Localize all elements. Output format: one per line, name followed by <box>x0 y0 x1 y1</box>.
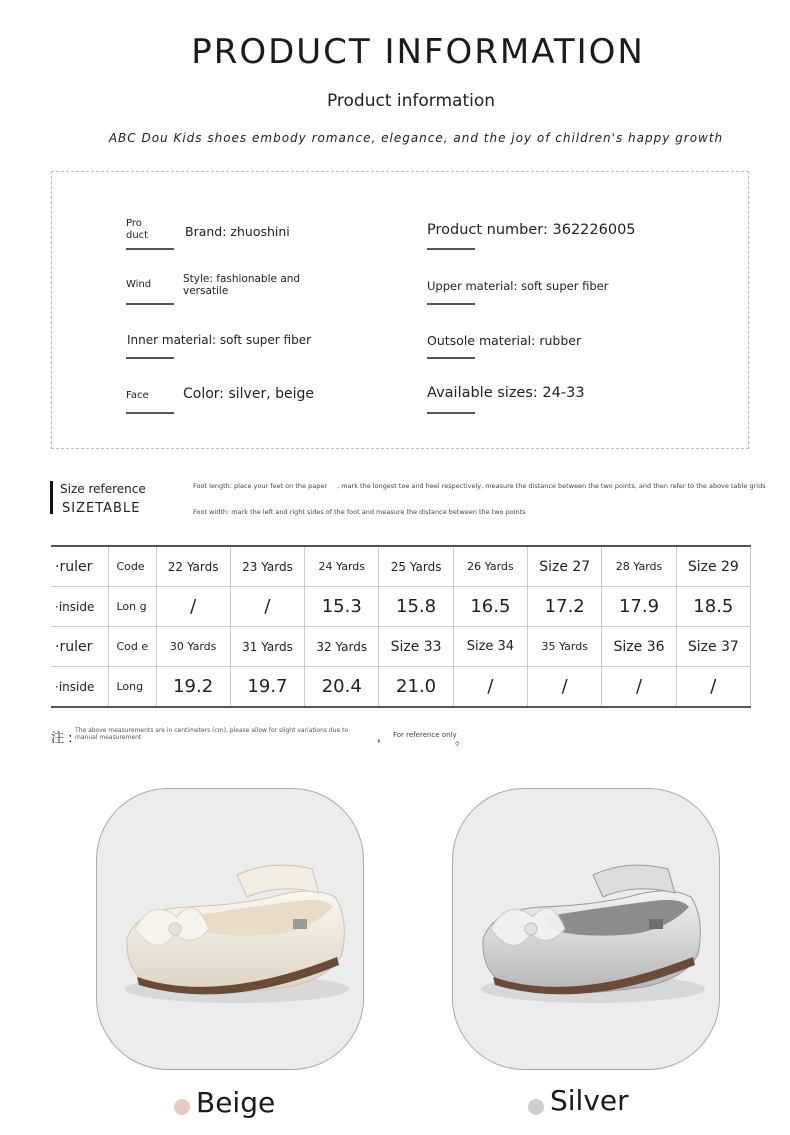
style-label: Style: fashionable and versatile <box>183 273 301 297</box>
code-header: Cod e <box>108 627 156 667</box>
size-cell: 26 Yards <box>453 546 527 587</box>
silver-shoe-image <box>452 788 720 1070</box>
foot-width-note: Foot width: mark the left and right sides of the foot and measure the distance between the two points <box>193 508 526 516</box>
length-cell: 17.9 <box>602 587 676 627</box>
divider <box>126 357 174 359</box>
brand-label: Brand: zhuoshini <box>185 224 290 239</box>
length-cell: 16.5 <box>453 587 527 627</box>
page-subtitle: Product information <box>326 91 496 111</box>
length-cell: 15.3 <box>305 587 379 627</box>
beige-shoe-illustration <box>97 789 364 1070</box>
size-cell: 22 Yards <box>156 546 230 587</box>
buckle-icon <box>649 919 663 929</box>
divider <box>427 412 475 414</box>
length-cell: 20.4 <box>305 667 379 708</box>
length-cell: 17.2 <box>528 587 602 627</box>
length-cell: / <box>156 587 230 627</box>
divider <box>126 248 174 250</box>
beige-swatch <box>174 1099 190 1115</box>
long-header: Long <box>108 667 156 708</box>
color-label: Color: silver, beige <box>183 386 314 402</box>
footnote-text: The above measurements are in centimeters (cm), please allow for slight variations due to manual measurement <box>75 727 349 741</box>
length-cell: 19.2 <box>156 667 230 708</box>
size-cell: 30 Yards <box>156 627 230 667</box>
row-label-inside: ·inside <box>51 667 108 708</box>
footnote-reference: For reference only <box>393 731 457 739</box>
length-cell: 15.8 <box>379 587 453 627</box>
code-header: Code <box>108 546 156 587</box>
color-prefix: Face <box>126 390 149 401</box>
length-cell: / <box>528 667 602 708</box>
size-cell: Size 33 <box>379 627 453 667</box>
foot-length-note <box>193 482 766 490</box>
size-cell: Size 36 <box>602 627 676 667</box>
length-cell: 18.5 <box>676 587 750 627</box>
upper-material: Upper material: soft super fiber <box>427 279 609 293</box>
size-cell: Size 37 <box>676 627 750 667</box>
length-cell: / <box>676 667 750 708</box>
page-title: PRODUCT INFORMATION <box>191 32 645 72</box>
length-cell: 21.0 <box>379 667 453 708</box>
row-label-ruler: ·ruler <box>51 546 108 587</box>
size-cell: 24 Yards <box>305 546 379 587</box>
available-sizes: Available sizes: 24-33 <box>427 385 585 401</box>
length-cell: 19.7 <box>230 667 304 708</box>
table-row <box>51 667 751 708</box>
length-cell: / <box>230 587 304 627</box>
row-label-ruler: ·ruler <box>51 627 108 667</box>
buckle-icon <box>293 919 307 929</box>
outsole-material: Outsole material: rubber <box>427 333 582 348</box>
foot-length-note-b: , mark the longest toe and heel respectively, measure the distance between the two points, and then refer to the above table grids <box>337 482 766 490</box>
silver-swatch <box>528 1099 544 1115</box>
size-cell: 32 Yards <box>305 627 379 667</box>
beige-shoe-image <box>96 788 364 1070</box>
silver-shoe-illustration <box>453 789 720 1070</box>
long-header: Lon g <box>108 587 156 627</box>
foot-length-note-a: Foot length: place your feet on the paper <box>193 482 327 490</box>
divider <box>427 303 475 305</box>
size-cell: 25 Yards <box>379 546 453 587</box>
size-cell: Size 29 <box>676 546 750 587</box>
footnote-mark: 注 : <box>51 731 73 746</box>
size-cell: 28 Yards <box>602 546 676 587</box>
size-cell: 31 Yards <box>230 627 304 667</box>
length-cell: / <box>602 667 676 708</box>
table-row <box>51 546 751 587</box>
footnote-comma: , <box>377 730 381 744</box>
divider <box>126 303 174 305</box>
length-cell: / <box>453 667 527 708</box>
size-cell: Size 34 <box>453 627 527 667</box>
table-row <box>51 587 751 627</box>
beige-color-name: Beige <box>196 1086 276 1119</box>
brand-tagline: ABC Dou Kids shoes embody romance, elegance, and the joy of children's happy growth <box>108 131 724 145</box>
row-label-inside: ·inside <box>51 587 108 627</box>
size-table <box>51 545 751 708</box>
table-row <box>51 627 751 667</box>
style-prefix: Wind <box>126 279 152 290</box>
divider <box>126 412 174 414</box>
size-reference-label: Size reference <box>60 482 146 496</box>
size-cell: 23 Yards <box>230 546 304 587</box>
product-info-box <box>51 171 749 449</box>
product-number: Product number: 362226005 <box>427 222 636 238</box>
footnote-end: 。 <box>455 733 469 748</box>
divider <box>427 357 475 359</box>
size-cell: 35 Yards <box>528 627 602 667</box>
section-marker <box>50 481 53 514</box>
brand-prefix: Pro duct <box>126 218 149 241</box>
silver-color-name: Silver <box>550 1084 629 1117</box>
divider <box>427 248 475 250</box>
size-table-title: SIZETABLE <box>62 501 141 516</box>
size-cell: Size 27 <box>528 546 602 587</box>
inner-material: Inner material: soft super fiber <box>127 333 312 347</box>
